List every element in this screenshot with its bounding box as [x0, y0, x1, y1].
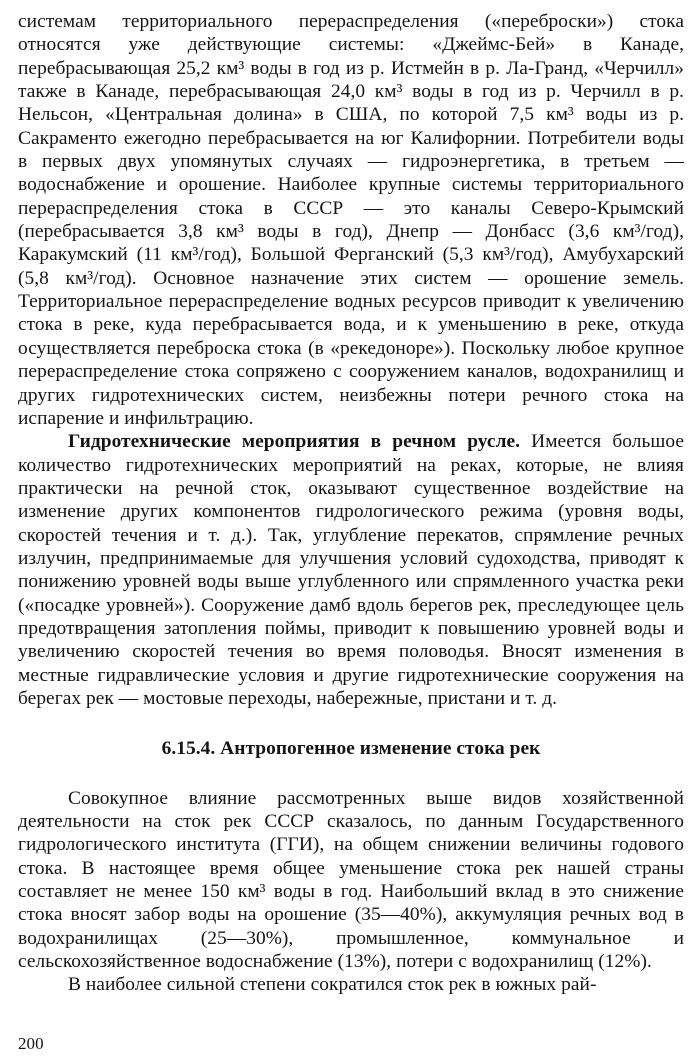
paragraph-southern-regions: В наиболее сильной степени сократился сток рек в южных рай- [68, 974, 597, 996]
paragraph-body: Имеется большое количество гидротехнических мероприятий на реках, которые, не влияя практически на речной сток, оказывают существенное воздействие на изменение других компонентов гидрологического режима (уровня воды, скоростей течения и т. д.). Так, углубление перекатов, спрямление речных излучин, предпринимаемые для улучшения условий судоходства, приводят к понижению уровней воды выше углубленного или спрямленного участка реки («посадке уровней»). Сооружение дамб вдоль берегов рек, преследующее цель предотвращения затопления поймы, приводит к повышению уровней воды и увеличению скоростей течения во время половодья. Вносят изменения в местные гидравлические условия и другие гидротехнические сооружения на берегах рек — мостовые переходы, набережные, пристани и т. д. [18, 431, 685, 709]
paragraph-anthropogenic-change: Совокупное влияние рассмотренных выше видов хозяйственной деятельности на сток рек СССР сказалось, по данным Государственного гидрологического института (ГГИ), на общем снижении величины годового стока. В настоящее время общее уменьшение стока рек нашей страны составляет не менее 150 км³ воды в год. Наибольший вклад в это снижение стока вносят забор воды на орошение (35—40%), аккумуляция речных вод в водохранилищах (25—30%), промышленное, коммунальное и сельскохозяйственное водоснабжение (13%), потери с водохранилищ (12%). [18, 787, 684, 973]
paragraph-hydrotechnical-measures [18, 430, 684, 710]
paragraph-water-transfer-systems: системам территориального перераспределения («переброски») стока относятся уже действующие системы: «Джеймс-Бей» в Канаде, перебрасывающая 25,2 км³ воды в год из р. Истмейн в р. Ла-Гранд, «Черчилл» также в Канаде, перебрасывающая 24,0 км³ воды в год из р. Черчилл в р. Нельсон, «Центральная долина» в США, по которой 7,5 км³ воды из р. Сакраменто ежегодно перебрасывается на юг Калифорнии. Потребители воды в первых двух упомянутых случаях — гидроэнергетика, в третьем — водоснабжение и орошение. Наиболее крупные системы территориального перераспределения стока в СССР — это каналы Северо-Крымский (перебрасывается 3,8 км³ воды в год), Днепр — Донбасс (3,6 км³/год), Каракумский (11 км³/год), Большой Ферганский (5,3 км³/год), Амубухарский (5,8 км³/год). Основное назначение этих систем — орошение земель. Территориальное перераспределение водных ресурсов приводит к увеличению стока в реке, куда перебрасывается вода, и к уменьшению в реке, откуда осуществляется переброска стока (в «рекедоноре»). Поскольку любое крупное перераспределение стока сопряжено с сооружением каналов, водохранилищ и других гидротехнических систем, неизбежны потери речного стока на испарение и инфильтрацию. [18, 11, 684, 429]
paragraph-heading: Гидротехнические мероприятия в речном русле. [68, 431, 521, 453]
section-title: 6.15.4. Антропогенное изменение стока рек [161, 738, 541, 760]
page-number: 200 [18, 1034, 44, 1053]
